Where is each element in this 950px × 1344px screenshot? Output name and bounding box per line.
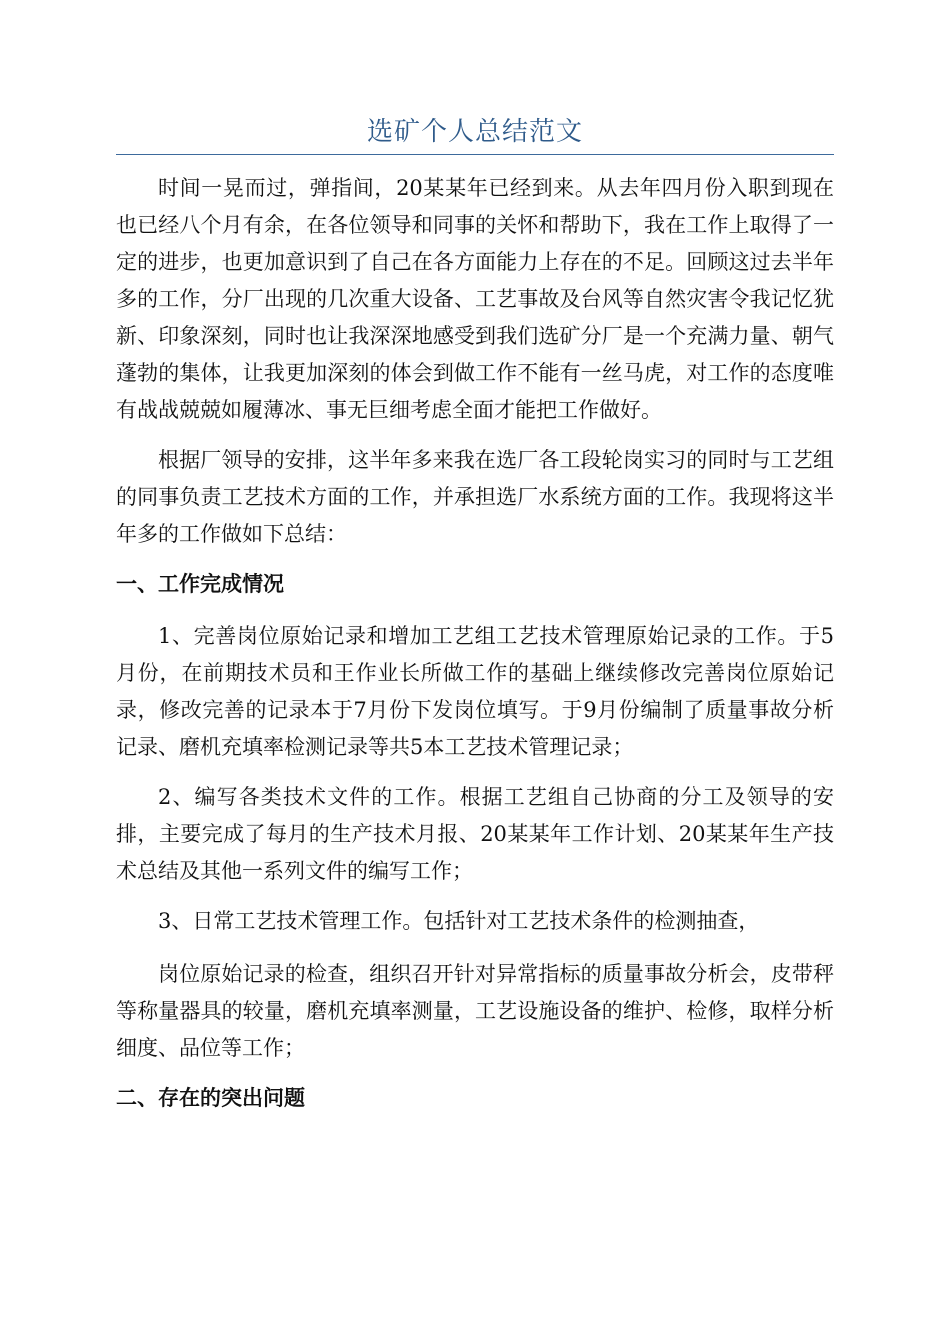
paragraph-item-3-continued: 岗位原始记录的检查，组织召开针对异常指标的质量事故分析会，皮带秤等称量器具的较量，磨机充填率测量，工艺设施设备的维护、检修，取样分析细度、品位等工作； (116, 962, 834, 1060)
paragraph-item-1: 1、完善岗位原始记录和增加工艺组工艺技术管理原始记录的工作。于5月份，在前期技术员和王作业长所做工作的基础上继续修改完善岗位原始记录，修改完善的记录本于7月份下发岗位填写。于9月份编制了质量事故分析记录、磨机充填率检测记录等共5本工艺技术管理记录； (116, 624, 834, 759)
document-title: 选矿个人总结范文 (366, 117, 583, 147)
paragraph-item-3: 3、日常工艺技术管理工作。包括针对工艺技术条件的检测抽查， (158, 909, 760, 933)
section-heading-problems: 二、存在的突出问题 (116, 1086, 305, 1110)
paragraph-item-2: 2、编写各类技术文件的工作。根据工艺组自己协商的分工及领导的安排，主要完成了每月的生产技术月报、20某某年工作计划、20某某年生产技术总结及其他一系列文件的编写工作； (116, 785, 834, 883)
document-body (116, 170, 834, 1132)
paragraph-intro: 时间一晃而过，弹指间，20某某年已经到来。从去年四月份入职到现在也已经八个月有余，在各位领导和同事的关怀和帮助下，我在工作上取得了一定的进步，也更加意识到了自己在各方面能力上存在的不足。回顾这过去半年多的工作，分厂出现的几次重大设备、工艺事故及台风等自然灾害令我记忆犹新、印象深刻，同时也让我深深地感受到我们选矿分厂是一个充满力量、朝气蓬勃的集体，让我更加深刻的体会到做工作不能有一丝马虎，对工作的态度唯有战战兢兢如履薄冰、事无巨细考虑全面才能把工作做好。 (116, 176, 834, 422)
title-underline (116, 154, 834, 155)
paragraph-arrangement: 根据厂领导的安排，这半年多来我在选厂各工段轮岗实习的同时与工艺组的同事负责工艺技术方面的工作，并承担选厂水系统方面的工作。我现将这半年多的工作做如下总结： (116, 448, 834, 546)
section-heading-work-completion: 一、工作完成情况 (116, 572, 284, 596)
